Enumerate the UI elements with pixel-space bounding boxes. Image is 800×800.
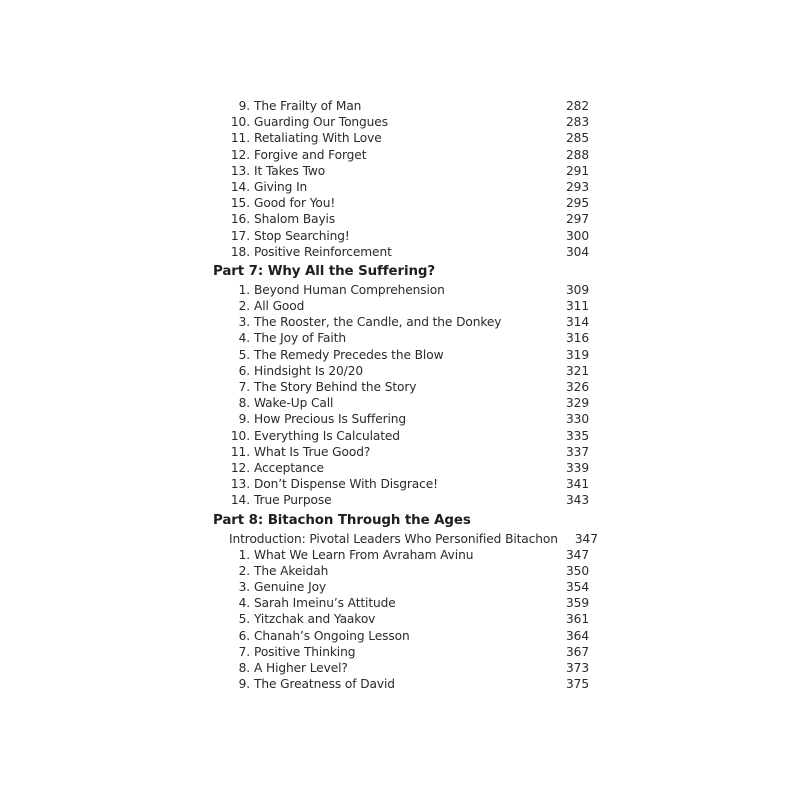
entry-title: Acceptance (254, 460, 324, 475)
toc-entry (213, 114, 589, 130)
entry-title: The Joy of Faith (254, 331, 346, 346)
toc-entry (213, 98, 589, 114)
entry-num: 6. (238, 363, 250, 378)
entry-num: 10. (230, 428, 250, 443)
entry-page: 314 (566, 315, 589, 330)
entry-page: 321 (566, 363, 589, 378)
toc-entry (213, 363, 589, 379)
entry-num: 11. (230, 444, 250, 459)
entry-page: 339 (566, 460, 589, 475)
entry-title: The Frailty of Man (254, 99, 362, 113)
entry-num: 5. (238, 347, 250, 362)
toc-entry (213, 676, 589, 692)
entry-page: 343 (566, 493, 589, 508)
toc-entry (213, 195, 589, 211)
entry-title: All Good (254, 299, 305, 314)
entry-title: Forgive and Forget (254, 147, 367, 162)
toc-entry (213, 147, 589, 163)
toc-entry (213, 428, 589, 444)
entry-page: 293 (566, 179, 589, 194)
toc-entry (213, 330, 589, 346)
entry-title: Sarah Imeinu’s Attitude (254, 596, 396, 611)
entry-num: 5. (238, 612, 250, 627)
toc-entry (213, 660, 589, 676)
entry-num: 2. (238, 299, 250, 314)
entry-page: 319 (566, 347, 589, 362)
entry-page: 300 (566, 228, 589, 243)
toc-entry (213, 179, 589, 195)
entry-num: 1. (238, 282, 250, 297)
entry-page: 330 (566, 412, 589, 427)
part-8-heading: Part 8: Bitachon Through the Ages (213, 512, 471, 528)
toc-entry (213, 460, 589, 476)
entry-title: The Akeidah (254, 563, 329, 578)
entry-page: 282 (566, 99, 589, 113)
entry-num: 16. (230, 212, 250, 227)
toc-entry (213, 163, 589, 179)
toc-entry (213, 492, 589, 508)
entry-title: A Higher Level? (254, 661, 348, 675)
entry-num: 3. (238, 580, 250, 595)
entry-page: 285 (566, 131, 589, 146)
entry-page: 311 (566, 299, 589, 314)
entry-num: 8. (238, 396, 250, 411)
entry-title: What We Learn From Avraham Avinu (254, 547, 474, 562)
entry-title: Wake-Up Call (254, 396, 334, 411)
entry-title: Yitzchak and Yaakov (254, 612, 376, 627)
toc-entry (213, 228, 589, 244)
entry-page: 316 (566, 331, 589, 346)
entry-num: 9. (238, 412, 250, 427)
entry-title: Stop Searching! (254, 228, 350, 243)
toc-entry (213, 547, 589, 563)
entry-page: 335 (566, 428, 589, 443)
entry-title: Don’t Dispense With Disgrace! (254, 477, 438, 492)
entry-page: 337 (566, 444, 589, 459)
entry-num: 4. (238, 596, 250, 611)
toc-entry (213, 347, 589, 363)
entry-num: 7. (238, 380, 250, 394)
toc-entry-introduction (213, 531, 598, 547)
part-7-entries (213, 282, 589, 509)
toc-entry (213, 579, 589, 595)
entry-title: Genuine Joy (254, 580, 327, 595)
entry-page: 291 (566, 163, 589, 178)
toc-entry (213, 476, 589, 492)
entry-num: 10. (230, 115, 250, 130)
entry-title: It Takes Two (254, 163, 326, 178)
entry-page: 295 (566, 196, 589, 211)
entry-num: 6. (238, 628, 250, 643)
entry-num: 12. (230, 460, 250, 475)
toc-entry (213, 411, 589, 427)
entry-num: 14. (230, 493, 250, 508)
toc-entry (213, 244, 589, 260)
toc-entry (213, 314, 589, 330)
entry-num: 2. (238, 563, 250, 578)
table-of-contents (213, 98, 598, 692)
toc-entry (213, 595, 589, 611)
entry-page: 359 (566, 596, 589, 611)
entry-page: 375 (566, 677, 589, 692)
entry-page: 304 (566, 244, 589, 259)
toc-entry (213, 211, 589, 227)
part-8-entries (213, 547, 589, 693)
entry-page: 288 (566, 147, 589, 162)
entry-page: 354 (566, 580, 589, 595)
toc-entry (213, 444, 589, 460)
entry-title: Good for You! (254, 196, 336, 211)
entry-title: Giving In (254, 179, 308, 194)
entry-num: 3. (238, 315, 250, 330)
entry-num: 1. (238, 547, 250, 562)
continued-section (213, 98, 589, 260)
entry-title: Retaliating With Love (254, 131, 382, 146)
toc-entry (213, 298, 589, 314)
toc-entry (213, 628, 589, 644)
entry-title: The Rooster, the Candle, and the Donkey (254, 315, 502, 330)
entry-title: True Purpose (254, 493, 332, 508)
entry-num: 7. (238, 644, 250, 659)
entry-title: Shalom Bayis (254, 212, 336, 227)
entry-num: 9. (238, 99, 250, 113)
entry-num: 11. (230, 131, 250, 146)
entry-title: Introduction: Pivotal Leaders Who Personified Bitachon (229, 531, 558, 546)
toc-entry (213, 395, 589, 411)
entry-page: 326 (566, 380, 589, 394)
toc-entry (213, 611, 589, 627)
entry-page: 373 (566, 661, 589, 675)
entry-num: 13. (230, 163, 250, 178)
entry-num: 18. (230, 244, 250, 259)
entry-title: What Is True Good? (254, 444, 371, 459)
entry-page: 367 (566, 644, 589, 659)
entry-title: How Precious Is Suffering (254, 412, 407, 427)
entry-title: Hindsight Is 20/20 (254, 363, 364, 378)
entry-num: 17. (230, 228, 250, 243)
part-7-heading: Part 7: Why All the Suffering? (213, 263, 436, 279)
toc-entry (213, 644, 589, 660)
entry-title: Positive Thinking (254, 644, 356, 659)
entry-page: 347 (574, 531, 598, 546)
toc-entry (213, 130, 589, 146)
entry-title: The Greatness of David (254, 677, 395, 692)
entry-num: 14. (230, 179, 250, 194)
entry-page: 283 (566, 115, 589, 130)
entry-page: 364 (566, 628, 589, 643)
entry-title: The Remedy Precedes the Blow (254, 347, 444, 362)
toc-entry (213, 379, 589, 395)
entry-page: 309 (566, 282, 589, 297)
entry-num: 12. (230, 147, 250, 162)
entry-title: Guarding Our Tongues (254, 115, 388, 130)
entry-num: 13. (230, 477, 250, 492)
entry-page: 347 (566, 547, 589, 562)
entry-title: Positive Reinforcement (254, 244, 392, 259)
entry-title: Beyond Human Comprehension (254, 282, 445, 297)
entry-page: 297 (566, 212, 589, 227)
entry-title: Chanah’s Ongoing Lesson (254, 628, 410, 643)
entry-title: The Story Behind the Story (254, 380, 417, 394)
entry-page: 361 (566, 612, 589, 627)
entry-page: 350 (566, 563, 589, 578)
entry-num: 15. (230, 196, 250, 211)
entry-num: 9. (238, 677, 250, 692)
entry-title: Everything Is Calculated (254, 428, 400, 443)
entry-num: 4. (238, 331, 250, 346)
toc-entry (213, 282, 589, 298)
entry-page: 341 (566, 477, 589, 492)
entry-num: 8. (238, 661, 250, 675)
entry-page: 329 (566, 396, 589, 411)
toc-entry (213, 563, 589, 579)
